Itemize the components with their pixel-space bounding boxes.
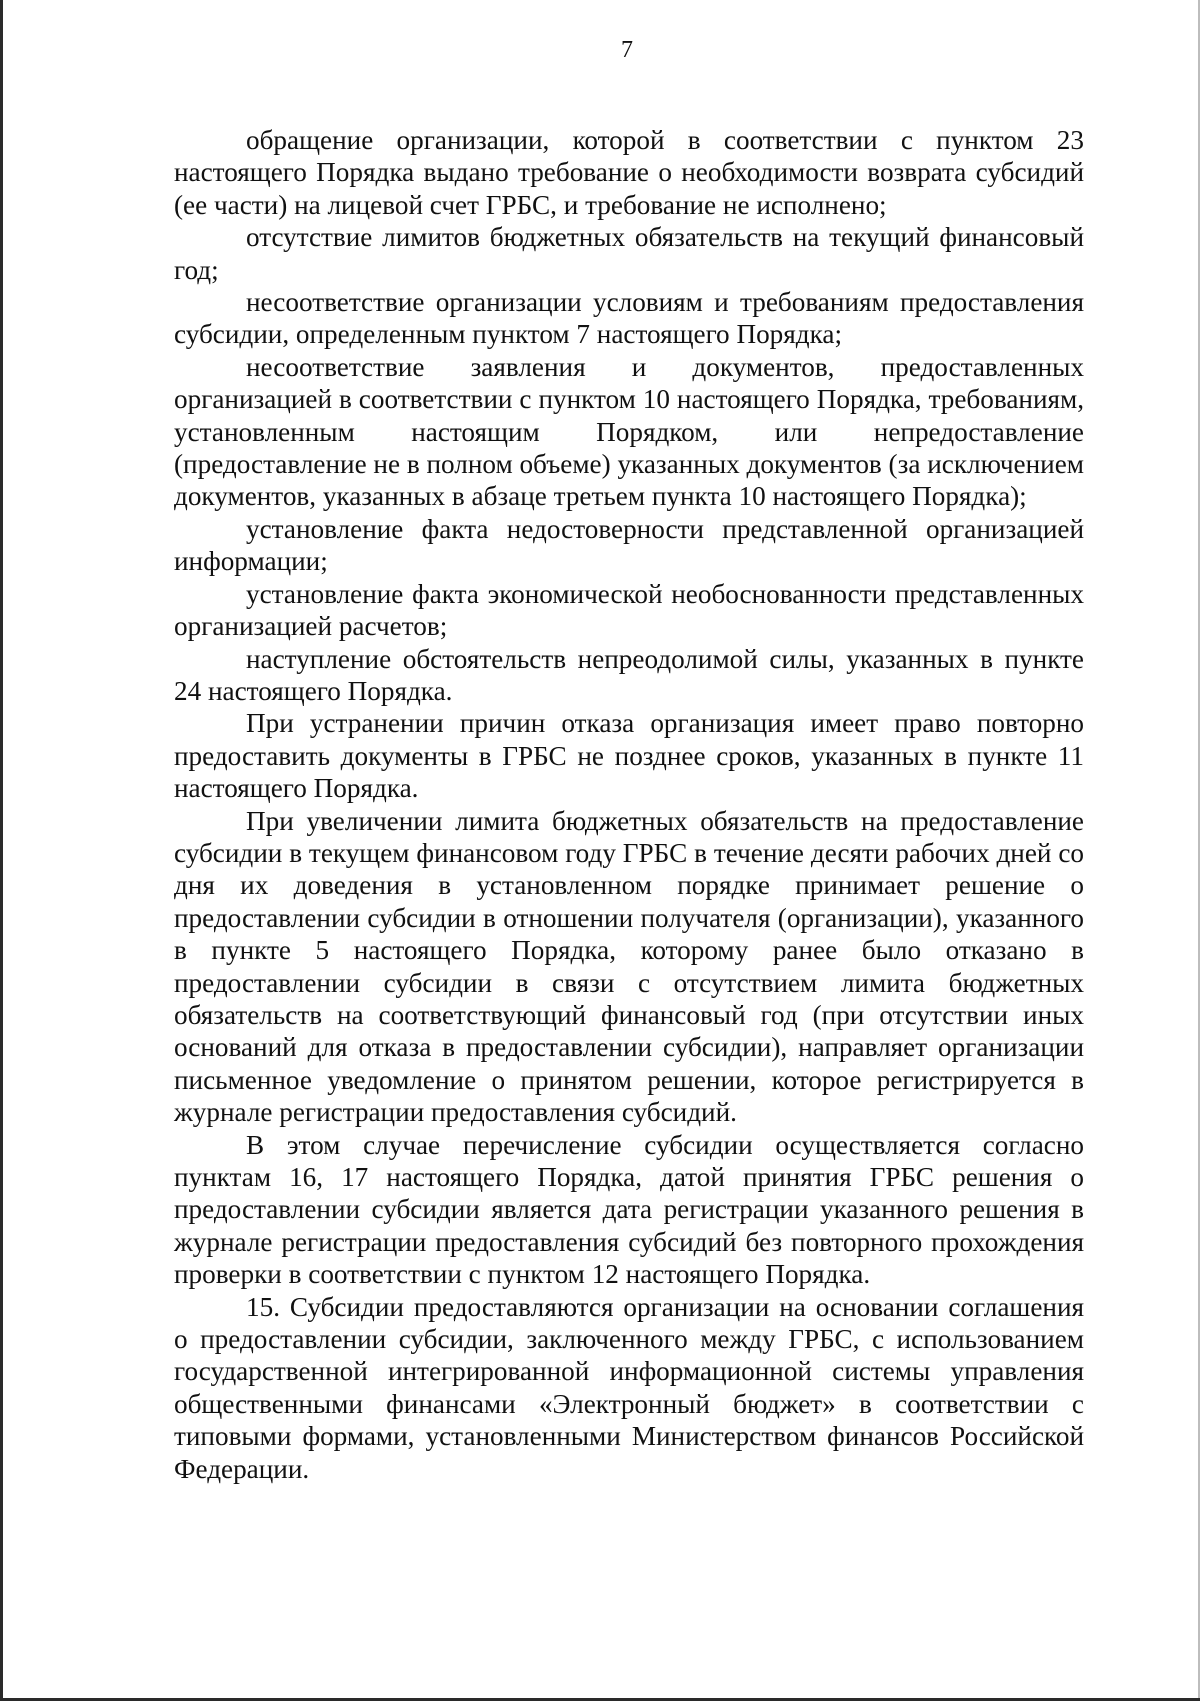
paragraph: наступление обстоятельств непреодолимой силы, указанных в пункте 24 настоящего Порядка. <box>174 643 1084 706</box>
page-number: 7 <box>621 37 633 63</box>
paragraph: несоответствие организации условиям и требованиям предоставления субсидии, определенным пунктом 7 настоящего Порядка; <box>174 287 1084 350</box>
paragraph: отсутствие лимитов бюджетных обязательств на текущий финансовый год; <box>174 222 1084 285</box>
document-body <box>174 124 1084 1485</box>
paragraph: несоответствие заявления и документов, предоставленных организацией в соответствии с пунктом 10 настоящего Порядка, требованиям, установленным настоящим Порядком, или непредоставление (предоставление не в полном объеме) указанных документов (за исключением документов, указанных в абзаце третьем пункта 10 настоящего Порядка); <box>174 351 1084 512</box>
paragraph: В этом случае перечисление субсидии осуществляется согласно пунктам 16, 17 настоящего Порядка, датой принятия ГРБС решения о предоставлении субсидии является дата регистрации указанного решения в журнале регистрации предоставления субсидий без повторного прохождения проверки в соответствии с пунктом 12 настоящего Порядка. <box>174 1129 1084 1290</box>
paragraph: При увеличении лимита бюджетных обязательств на предоставление субсидии в текущем финансовом году ГРБС в течение десяти рабочих дней со дня их доведения в установленном порядке принимает решение о предоставлении субсидии в отношении получателя (организации), указанного в пункте 5 настоящего Порядка, которому ранее было отказано в предоставлении субсидии в связи с отсутствием лимита бюджетных обязательств на соответствующий финансовый год (при отсутствии иных оснований для отказа в предоставлении субсидии), направляет организации письменное уведомление о принятом решении, которое регистрируется в журнале регистрации предоставления субсидий. <box>174 805 1084 1128</box>
paragraph: При устранении причин отказа организация имеет право повторно предоставить документы в ГРБС не позднее сроков, указанных в пункте 11 настоящего Порядка. <box>174 708 1084 804</box>
paragraph: 15. Субсидии предоставляются организации на основании соглашения о предоставлении субсидии, заключенного между ГРБС, с использованием государственной интегрированной информационной системы управления общественными финансами «Электронный бюджет» в соответствии с типовыми формами, установленными Министерством финансов Российской Федерации. <box>174 1291 1084 1484</box>
paragraph: обращение организации, которой в соответствии с пунктом 23 настоящего Порядка выдано требование о необходимости возврата субсидий (ее части) на лицевой счет ГРБС, и требование не исполнено; <box>174 125 1084 220</box>
paragraph: установление факта экономической необоснованности представленных организацией расчетов; <box>174 578 1084 642</box>
scan-edge-left <box>0 0 3 1701</box>
paragraph: установление факта недостоверности представленной организацией информации; <box>174 513 1084 577</box>
